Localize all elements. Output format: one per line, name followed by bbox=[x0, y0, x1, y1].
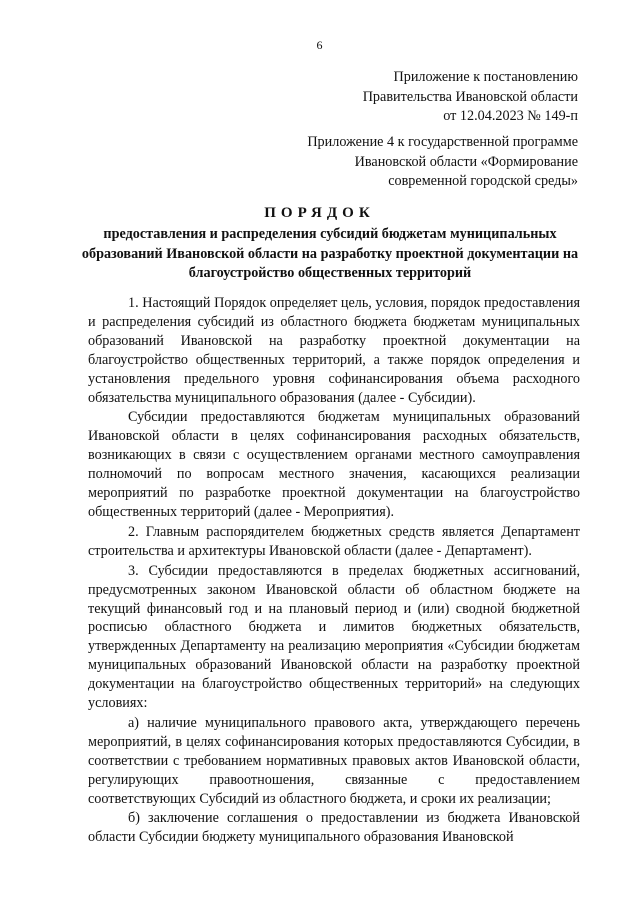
appendix-header bbox=[363, 68, 578, 127]
document-subtitle: предоставления и распределения субсидий бюджетам муниципальных образований Ивановской области на разработку проектной документации на благоустройство общественных территорий bbox=[81, 226, 579, 281]
paragraph-3a: а) наличие муниципального правового акта, утверждающего перечень мероприятий, в целях софинансирования которых предоставляются Субсидии, в соответствии с требованием нормативных правовых актов Ивановской области, регулирующих правоотношения, связанные с предоставлением соответствующих Субсидий из областного бюджета, и сроки их реализации; bbox=[88, 714, 580, 807]
paragraph-1: 1. Настоящий Порядок определяет цель, условия, порядок предоставления и распределения субсидий из областного бюджета бюджетам муниципальных образований Ивановской на разработку проектной документации на благоустройство общественных территорий, а также порядок определения и установления предельного уровня софинансирования объема расходного обязательства муниципального образования (далее - Субсидии). bbox=[88, 295, 580, 406]
page-number: 6 bbox=[316, 38, 323, 52]
appendix-program bbox=[307, 133, 578, 192]
appendix-header-line: Правительства Ивановской области bbox=[362, 88, 578, 105]
appendix-program-line: Ивановской области «Формирование bbox=[354, 153, 578, 170]
document-title: ПОРЯДОК bbox=[264, 205, 375, 221]
appendix-program-line: Приложение 4 к государственной программе bbox=[307, 134, 578, 150]
paragraph-3: 3. Субсидии предоставляются в пределах бюджетных ассигнований, предусмотренных законом Ивановской области об областном бюджете на текущий финансовый год и на плановый период и (или) сводной бюджетной росписью областного бюджета и лимитов бюджетных обязательств, утвержденных Департаменту на реализацию мероприятия «Субсидии бюджетам муниципальных образований Ивановской области на разработку проектной документации на благоустройство общественных территорий» на следующих условиях: bbox=[88, 562, 580, 712]
paragraph-3b: б) заключение соглашения о предоставлении из бюджета Ивановской области Субсидии бюджету муниципального образования Ивановской bbox=[88, 810, 580, 846]
paragraph-2: 2. Главным распорядителем бюджетных средств является Департамент строительства и архитектуры Ивановской области (далее - Департамент). bbox=[88, 523, 580, 559]
appendix-header-line: от 12.04.2023 № 149-п bbox=[443, 108, 578, 124]
document-body bbox=[88, 294, 580, 847]
appendix-program-line: современной городской среды» bbox=[388, 173, 578, 189]
paragraph-subsidies: Субсидии предоставляются бюджетам муниципальных образований Ивановской области в целях софинансирования расходных обязательств, возникающих в связи с осуществлением органами местного самоуправления полномочий по вопросам местного значения, касающихся реализации мероприятий по разработке проектной документации на благоустройство общественных территорий (далее - Мероприятия). bbox=[88, 409, 580, 520]
appendix-header-line: Приложение к постановлению bbox=[393, 69, 578, 85]
